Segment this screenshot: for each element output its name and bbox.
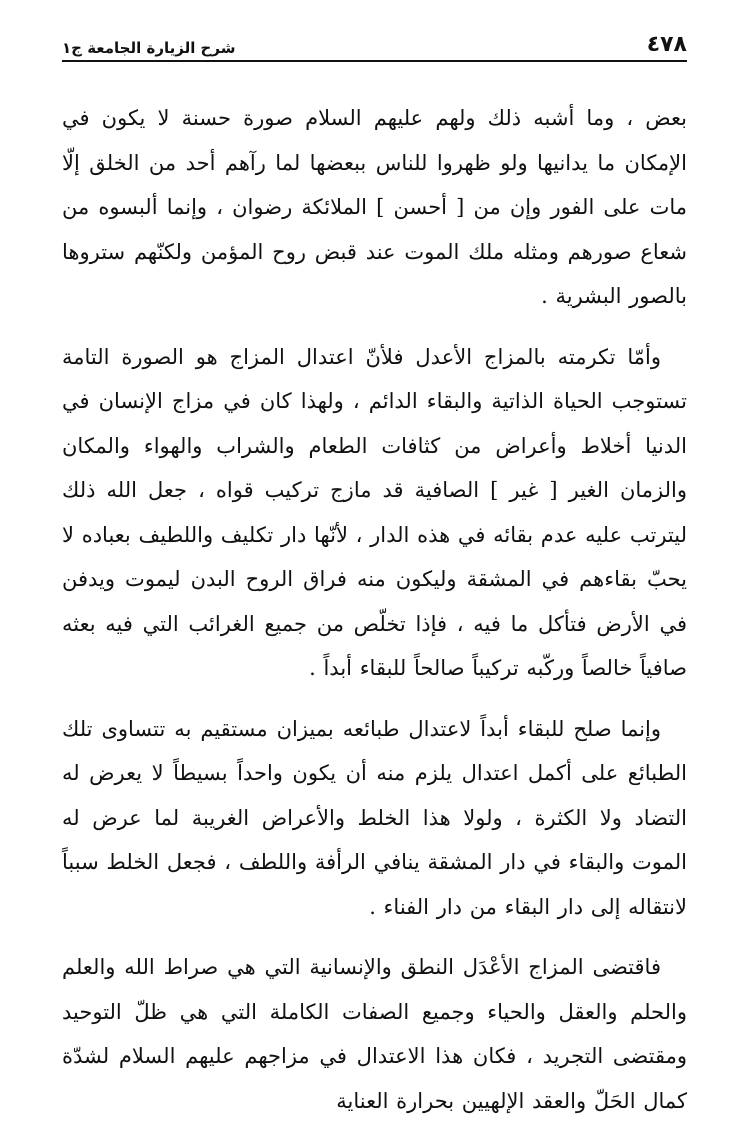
paragraph-4: فاقتضى المزاج الأعْدَل النطق والإنسانية التي هي صراط الله والعلم والحلم والعقل والحياء وجميع الصفات الكاملة التي هي ظلّ التوحيد ومقتضى التجريد ، فكان هذا الاعتدال في مزاجهم عليهم السلام لشدّة كمال الحَلّ والعقد الإلهيين بحرارة العناية xyxy=(62,955,687,1113)
paragraph-3: وإنما صلح للبقاء أبداً لاعتدال طبائعه بميزان مستقيم به تتساوى تلك الطبائع على أكمل اعتدال يلزم منه أن يكون واحداً بسيطاً لا يعرض له التضاد ولا الكثرة ، ولولا هذا الخلط والأعراض الغريبة لما عرض له الموت والبقاء في دار المشقة ينافي الرأفة واللطف ، فجعل الخلط سبباً لانتقاله إلى دار البقاء من دار الفناء . xyxy=(62,716,687,919)
page-header xyxy=(62,26,687,62)
page-number: ٤٧٨ xyxy=(646,32,687,57)
body-text xyxy=(62,96,687,1139)
paragraph-1: بعض ، وما أشبه ذلك ولهم عليهم السلام صورة حسنة لا يكون في الإمكان ما يدانيها ولو ظهروا للناس ببعضها لما رآهم أحد من الخلق إلّا مات على الفور وإن من [ أحسن ] الملائكة رضوان ، وإنما ألبسوه من شعاع صورهم ومثله ملك الموت عند قبض روح المؤمن ولكنّهم ستروها بالصور البشرية . xyxy=(62,106,687,308)
paragraph-2: وأمّا تكرمته بالمزاج الأعدل فلأنّ اعتدال المزاج هو الصورة التامة تستوجب الحياة الذاتية والبقاء الدائم ، ولهذا كان في مزاج الإنسان في الدنيا أخلاط وأعراض من كثافات الطعام والشراب والهواء والمكان والزمان الغير [ غير ] الصافية قد مازج تركيب قواه ، جعل الله ذلك ليترتب عليه عدم بقائه في هذه الدار ، لأنّها دار تكليف واللطيف بعباده لا يحبّ بقاءهم في المشقة وليكون منه فراق الروح البدن ليموت ويدفن في الأرض فتأكل ما فيه ، فإذا تخلّص من جميع الغرائب التي فيه بعثه صافياً خالصاً وركّبه تركيباً صالحاً للبقاء أبداً . xyxy=(62,344,687,680)
running-title: شرح الزيارة الجامعة ج١ xyxy=(62,39,236,57)
